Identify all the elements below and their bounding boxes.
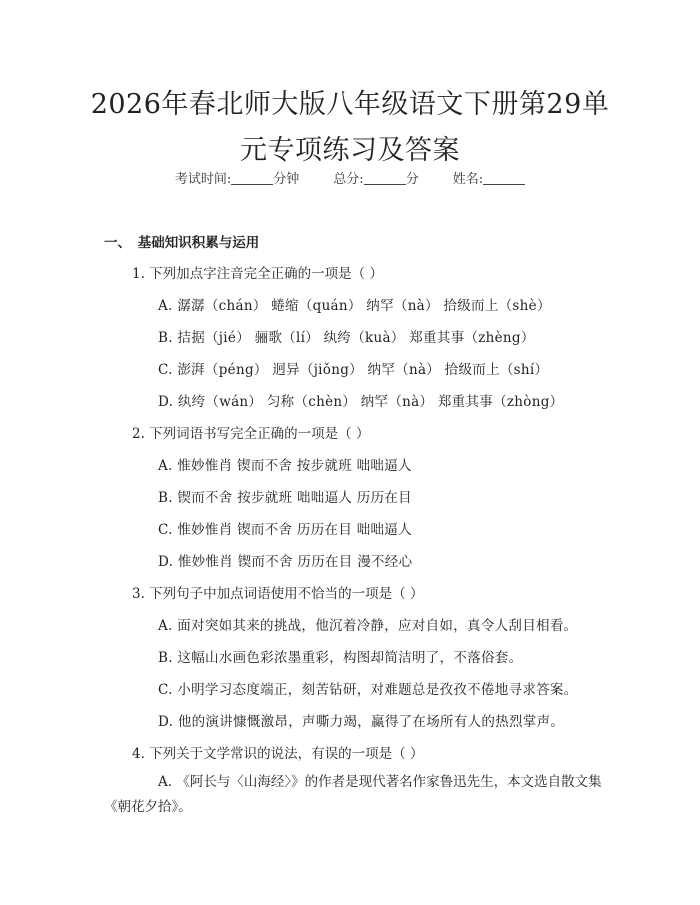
total-score-unit: 分 xyxy=(405,172,419,187)
section-heading: 一、 基础知识积累与运用 xyxy=(104,235,260,251)
exam-time-unit: 分钟 xyxy=(273,172,300,187)
question-option: C. 小明学习态度端正，刻苦钻研，对难题总是孜孜不倦地寻求答案。 xyxy=(158,682,578,698)
exam-info xyxy=(0,168,700,187)
question-option: A. 潺潺（chán） 蜷缩（quán） 纳罕（nà） 拾级而上（shè） xyxy=(158,298,551,314)
total-score-blank xyxy=(364,172,406,185)
question-stem: 1. 下列加点字注音完全正确的一项是（ ） xyxy=(132,266,383,282)
exam-time-blank xyxy=(231,172,273,185)
question-option: C. 惟妙惟肖 锲而不舍 历历在目 咄咄逼人 xyxy=(158,522,412,538)
question-option: D. 纨绔（wán） 匀称（chèn） 纳罕（nà） 郑重其事（zhòng） xyxy=(158,394,564,410)
document-title: 2026年春北师大版八年级语文下册第29单元专项练习及答案 xyxy=(90,89,610,166)
question-option: A. 面对突如其来的挑战，他沉着冷静，应对自如，真令人刮目相看。 xyxy=(158,618,578,634)
question-option: B. 锲而不舍 按步就班 咄咄逼人 历历在目 xyxy=(158,490,412,506)
question-option-paragraph: A. 《阿长与〈山海经〉》的作者是现代著名作家鲁迅先生，本文选自散文集《朝花夕拾》。 xyxy=(104,774,602,815)
question-stem: 3. 下列句子中加点词语使用不恰当的一项是（ ） xyxy=(132,586,424,602)
name-label: 姓名: xyxy=(452,172,484,187)
question-stem: 4. 下列关于文学常识的说法，有误的一项是（ ） xyxy=(132,746,424,762)
name-blank xyxy=(483,172,525,185)
question-option: B. 拮据（jié） 骊歌（lí） 纨绔（kuà） 郑重其事（zhèng） xyxy=(158,330,535,346)
question-option: B. 这幅山水画色彩浓墨重彩，构图却简洁明了，不落俗套。 xyxy=(158,650,523,666)
question-option: D. 他的演讲慷慨激昂，声嘶力竭，赢得了在场所有人的热烈掌声。 xyxy=(158,714,565,730)
question-stem: 2. 下列词语书写完全正确的一项是（ ） xyxy=(132,426,370,442)
question-option: C. 澎湃（péng） 迥异（jiǒng） 纳罕（nà） 拾级而上（shí） xyxy=(158,362,549,378)
total-score-label: 总分: xyxy=(333,172,364,187)
exam-time-label: 考试时间: xyxy=(174,172,232,187)
question-option: D. 惟妙惟肖 锲而不舍 历历在目 漫不经心 xyxy=(158,554,413,570)
question-option: A. 惟妙惟肖 锲而不舍 按步就班 咄咄逼人 xyxy=(158,458,412,474)
